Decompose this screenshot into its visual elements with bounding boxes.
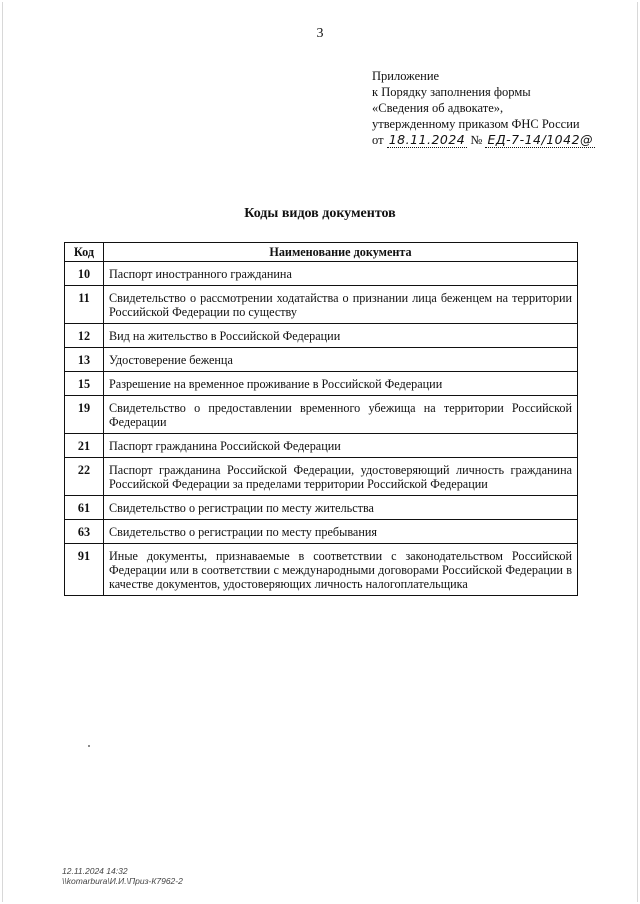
order-date: 18.11.2024 [388,132,466,147]
table-row [65,434,578,458]
row-name: Свидетельство о предоставлении временного убежища на территории Российской Федерации [104,396,578,434]
footer-path: \\komarbura\И.И.\Приз-К7962-2 [62,876,183,886]
row-code: 11 [65,286,104,324]
row-code: 19 [65,396,104,434]
row-name: Свидетельство о регистрации по месту жительства [104,496,578,520]
table-row [65,544,578,596]
footer-timestamp: 12.11.2024 14:32 [62,866,128,876]
row-name: Разрешение на временное проживание в Российской Федерации [104,372,578,396]
row-name: Иные документы, признаваемые в соответствии с законодательством Российской Федерации или в соответствии с международными договорами Российской Федерации в качестве документов, удостоверяющих личность налогоплательщика [104,544,578,596]
appendix-line: утвержденному приказом ФНС России [372,117,580,131]
table-row [65,324,578,348]
table-row [65,262,578,286]
row-name: Свидетельство о рассмотрении ходатайства о признании лица беженцем на территории Российской Федерации по существу [104,286,578,324]
table-row [65,458,578,496]
row-code: 22 [65,458,104,496]
table-header-row [65,243,578,262]
header-code: Код [65,243,104,262]
document-codes-table [64,242,578,596]
appendix-line: «Сведения об адвокате», [372,101,504,115]
row-code: 12 [65,324,104,348]
table-row [65,286,578,324]
document-title: Коды видов документов [244,206,396,221]
scan-speck [88,745,90,747]
table-row [65,496,578,520]
appendix-line: к Порядку заполнения формы [372,85,531,99]
document-footer [62,866,183,886]
row-code: 61 [65,496,104,520]
row-name: Вид на жительство в Российской Федерации [104,324,578,348]
row-code: 13 [65,348,104,372]
row-code: 15 [65,372,104,396]
order-number-label: № [470,133,483,147]
order-prefix: от [372,133,384,147]
row-name: Паспорт гражданина Российской Федерации, удостоверяющий личность гражданина Российской Федерации за пределами территории Российской Федерации [104,458,578,496]
row-name: Свидетельство о регистрации по месту пребывания [104,520,578,544]
row-name: Паспорт гражданина Российской Федерации [104,434,578,458]
row-code: 10 [65,262,104,286]
row-code: 21 [65,434,104,458]
order-number: ЕД-7-14/1042@ [487,132,594,147]
appendix-block [372,68,595,148]
order-line [372,132,595,148]
table-row [65,520,578,544]
table-row [65,396,578,434]
table-row [65,348,578,372]
row-code: 63 [65,520,104,544]
appendix-line: Приложение [372,69,440,83]
row-code: 91 [65,544,104,596]
row-name: Удостоверение беженца [104,348,578,372]
header-name: Наименование документа [104,243,578,262]
row-name: Паспорт иностранного гражданина [104,262,578,286]
table-row [65,372,578,396]
page-number: 3 [316,26,324,41]
